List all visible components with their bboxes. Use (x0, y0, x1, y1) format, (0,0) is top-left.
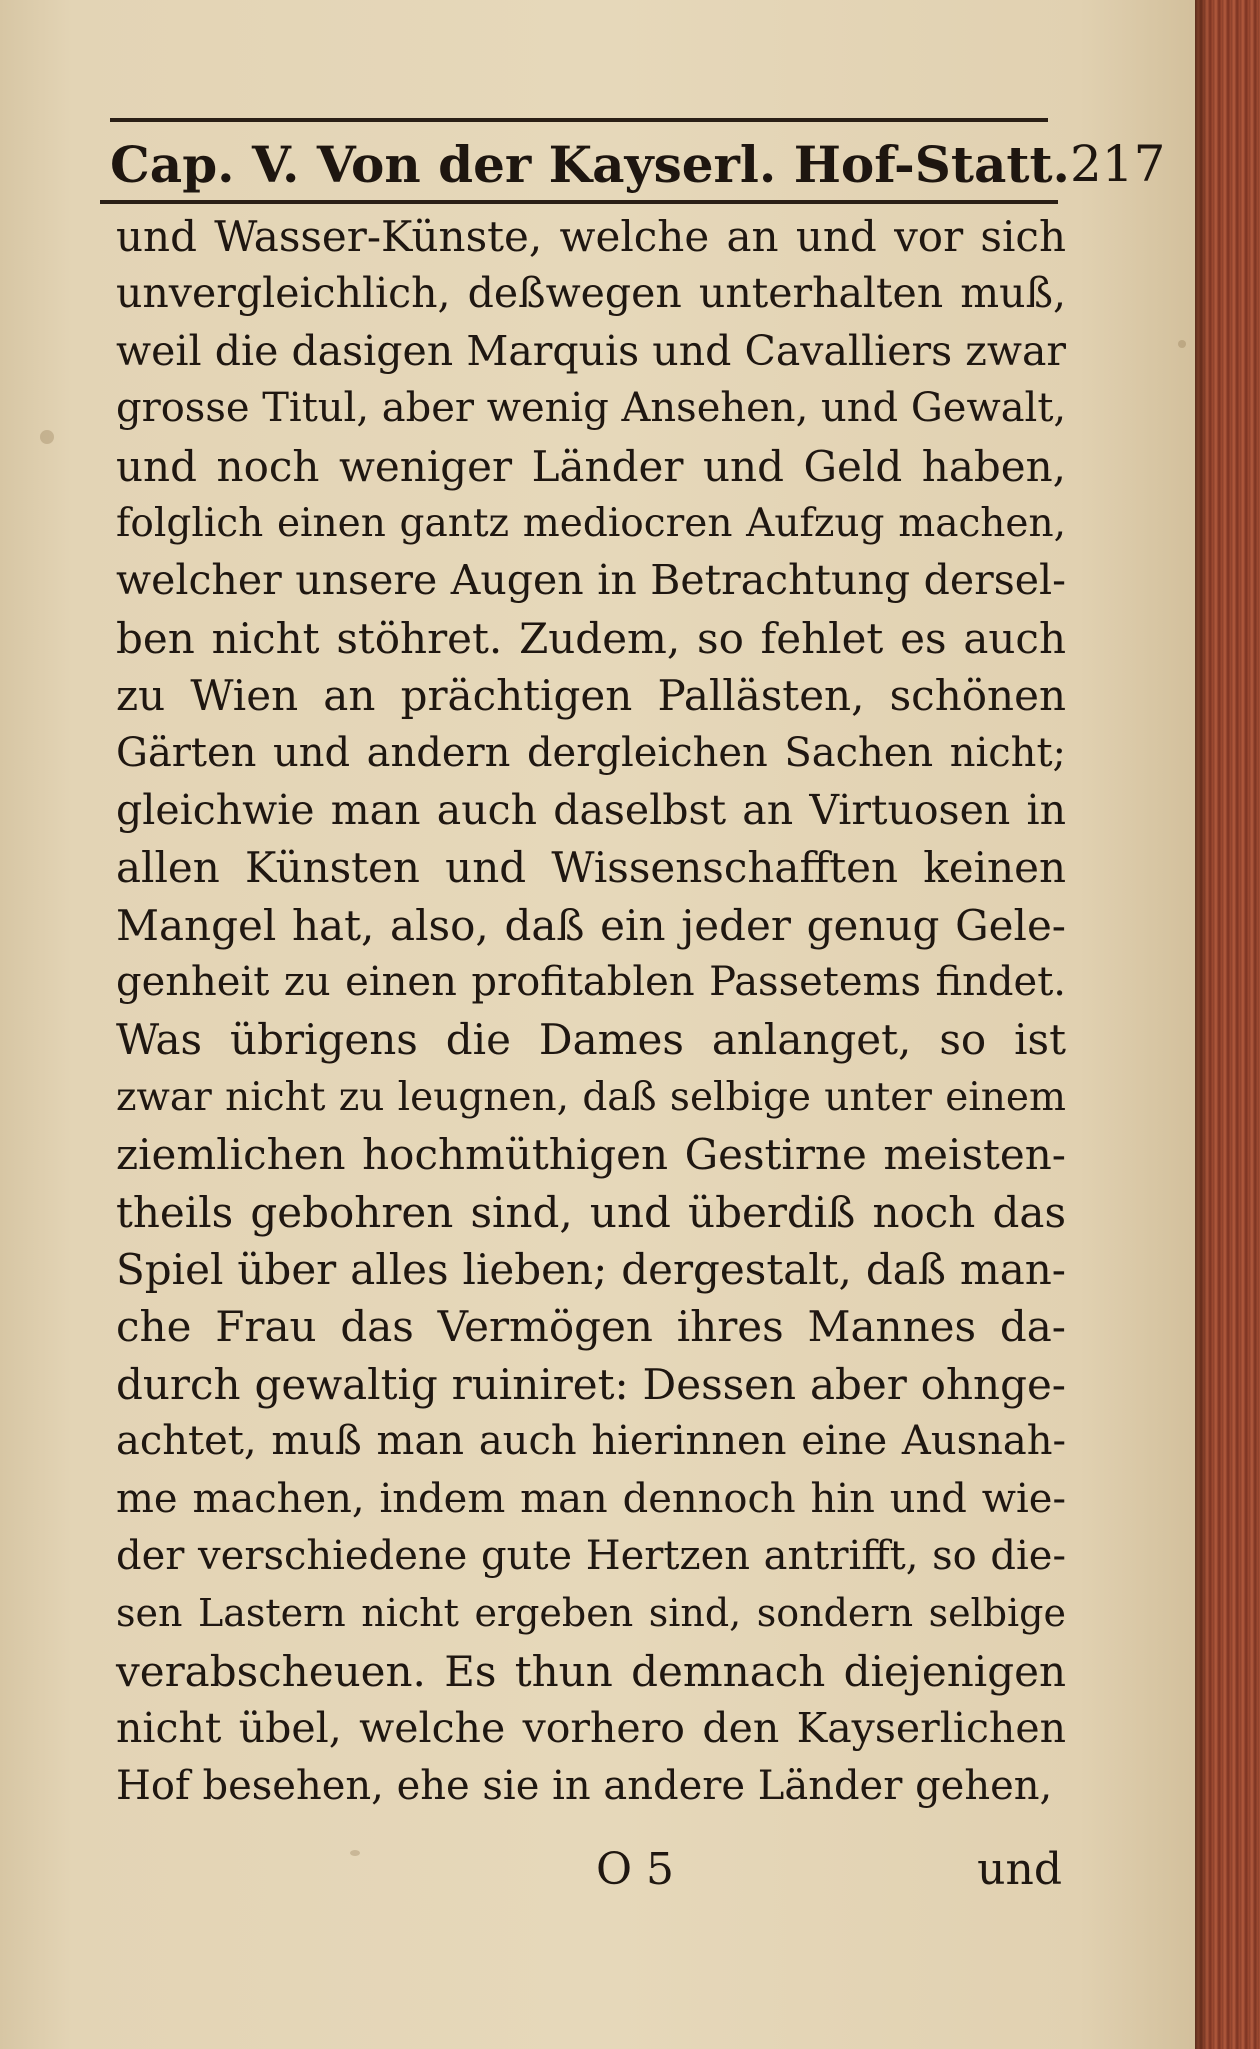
text-line: theils gebohren sind, und überdiß noch das (116, 1187, 1066, 1237)
body-text (116, 208, 1066, 1815)
page-header (110, 118, 1166, 208)
text-line: genheit zu einen profitablen Passetems findet. (116, 959, 1066, 1006)
text-line: Was übrigens die Dames anlanget, so ist (116, 1015, 1066, 1065)
text-line: weil die dasigen Marquis und Cavalliers zwar (116, 326, 1066, 375)
paper-stain (40, 430, 54, 444)
text-line: Mangel hat, also, daß ein jeder genug Gele- (116, 900, 1066, 950)
text-line: ziemlichen hochmüthigen Gestirne meisten- (116, 1130, 1066, 1180)
text-line: welcher unsere Augen in Betrachtung dersel- (116, 556, 1066, 605)
text-line: allen Künsten und Wissenschafften keinen (116, 843, 1066, 893)
text-line: Gärten und andern dergleichen Sachen nicht; (116, 729, 1066, 776)
text-line: zu Wien an prächtigen Pallästen, schönen (116, 671, 1066, 721)
running-head: Cap. V. Von der Kayserl. Hof-Statt. (110, 134, 1070, 194)
page-footer (116, 1844, 1066, 1904)
text-line: che Frau das Vermögen ihres Mannes da- (116, 1302, 1066, 1352)
text-line: gleichwie man auch daselbst an Virtuosen in (116, 785, 1066, 834)
page-number: 217 (1069, 135, 1166, 193)
text-line: zwar nicht zu leugnen, daß selbige unter einem (116, 1074, 1066, 1120)
header-row (110, 132, 1166, 196)
text-line: sen Lastern nicht ergeben sind, sondern selbige (116, 1591, 1066, 1636)
header-rule-top (110, 118, 1048, 122)
text-line: und Wasser-Künste, welche an und vor sich (116, 212, 1066, 261)
header-rule-bottom (100, 200, 1058, 204)
text-line: der verschiedene gute Hertzen antrifft, so die- (116, 1532, 1066, 1579)
text-line: durch gewaltig ruiniret: Dessen aber ohnge- (116, 1359, 1066, 1409)
text-line: Spiel über alles lieben; dergestalt, daß man- (116, 1245, 1066, 1295)
text-line: ben nicht stöhret. Zudem, so fehlet es auch (116, 613, 1066, 663)
text-line: grosse Titul, aber wenig Ansehen, und Gewalt, (116, 385, 1067, 432)
text-line: und noch weniger Länder und Geld haben, (116, 441, 1066, 491)
text-line: achtet, muß man auch hierinnen eine Ausnah- (116, 1418, 1066, 1465)
signature-mark: O 5 (596, 1844, 675, 1895)
paper-stain (1178, 340, 1186, 348)
catchword: und (977, 1844, 1062, 1895)
page-edge-stack (1195, 0, 1260, 2049)
text-line: unvergleichlich, deßwegen unterhalten muß, (116, 269, 1066, 318)
text-line: folglich einen gantz mediocren Aufzug machen, (116, 500, 1066, 546)
text-line: Hof besehen, ehe sie in andere Länder gehen, (116, 1762, 1053, 1809)
text-line: me machen, indem man dennoch hin und wie- (116, 1475, 1066, 1522)
text-line: verabscheuen. Es thun demnach diejenigen (116, 1646, 1066, 1696)
text-line: nicht übel, welche vorhero den Kayserlichen (116, 1704, 1066, 1753)
